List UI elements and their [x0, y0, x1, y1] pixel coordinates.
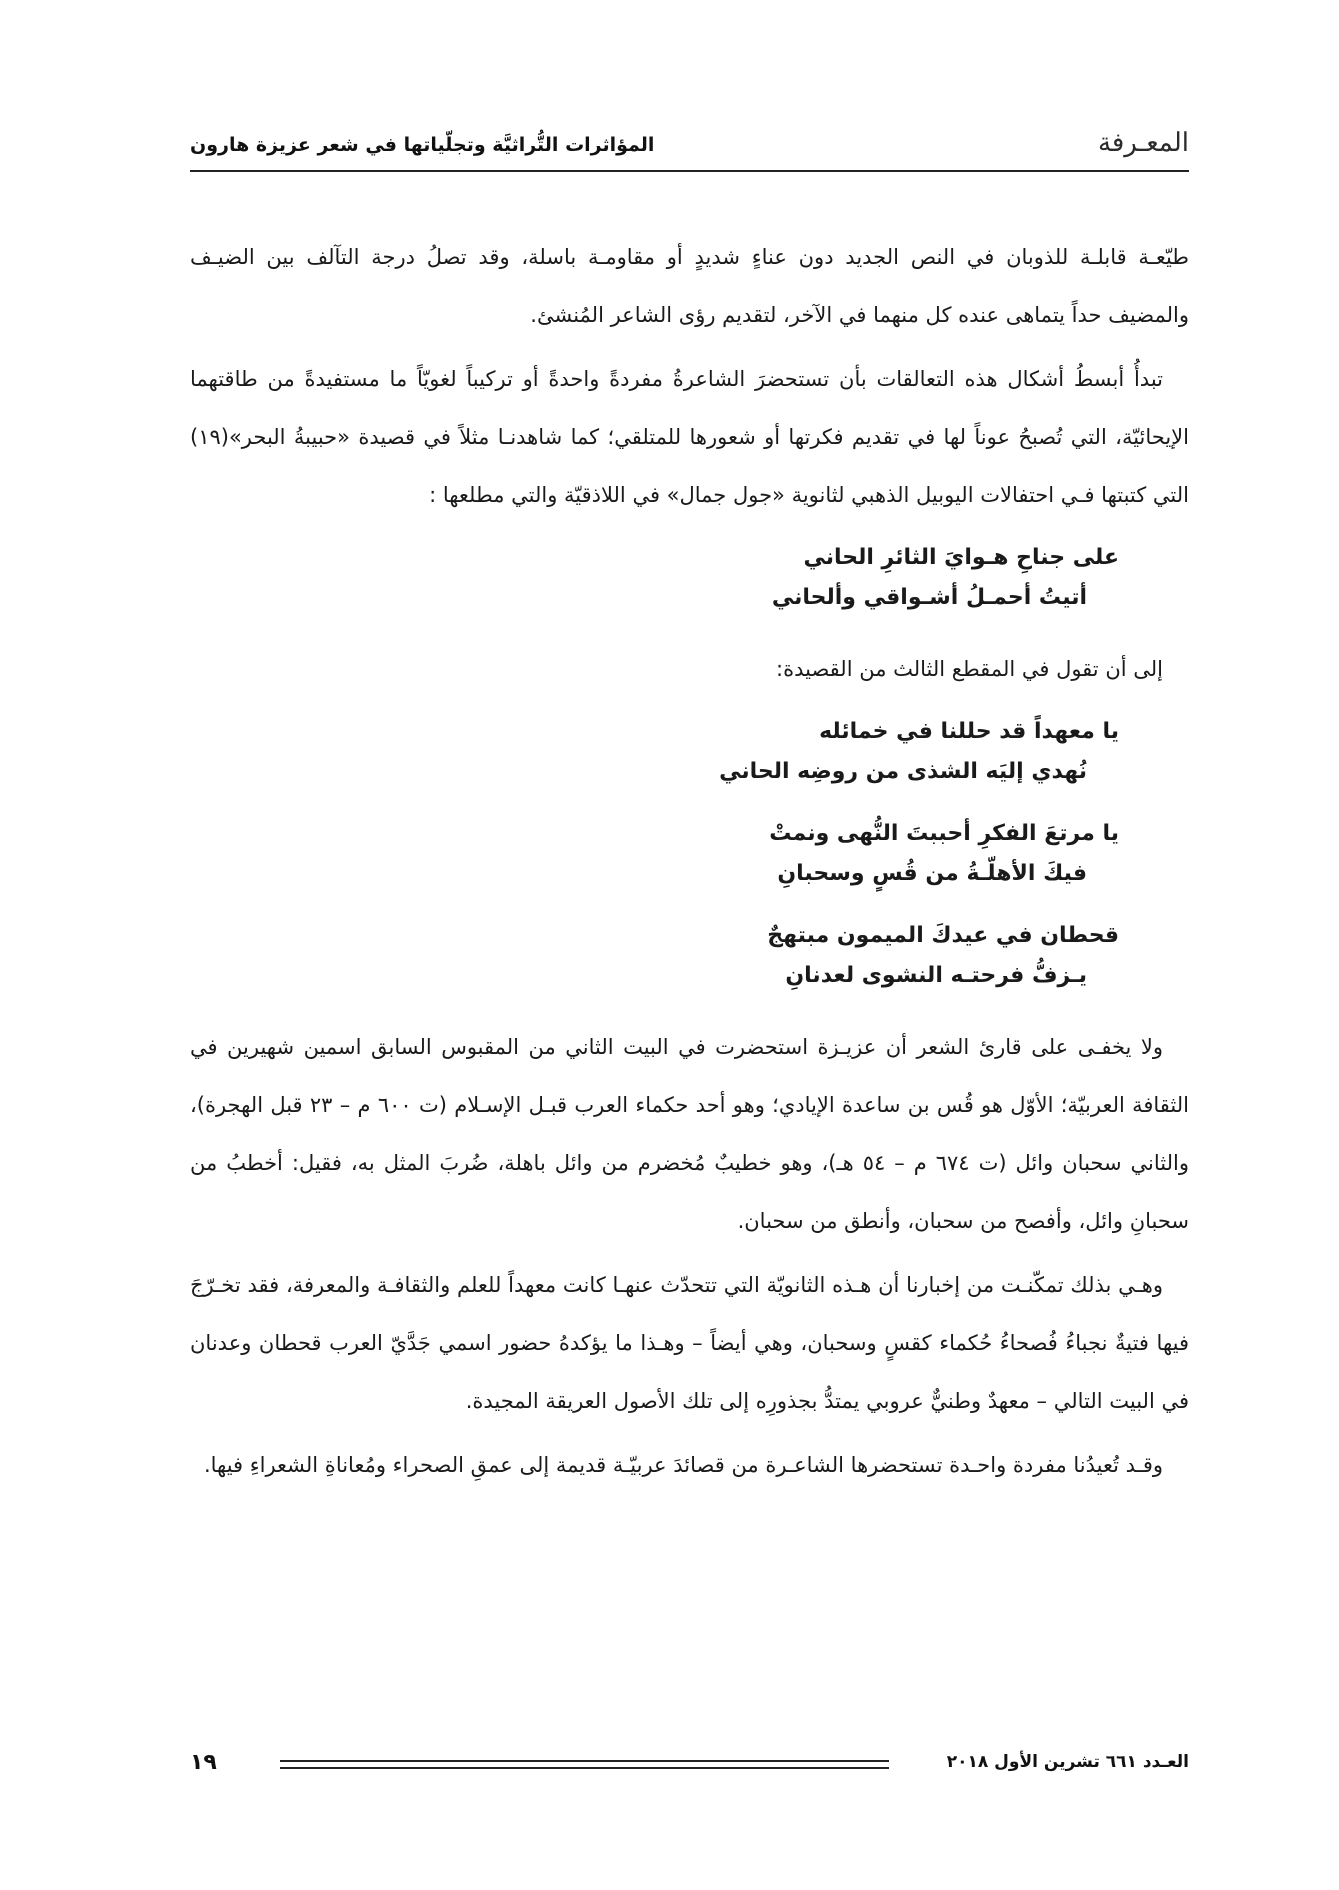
verse-hemistich: فيكَ الأهلّـةُ من قُسٍ وسحبانِ	[777, 861, 1087, 886]
verse-couplet-1	[190, 538, 1189, 618]
verse-hemistich: نُهدي إليَه الشذى من روضِه الحاني	[719, 759, 1087, 784]
article-body	[190, 228, 1189, 1500]
page-header	[190, 128, 1189, 168]
paragraph-5: وقـد تُعيدُنا مفردة واحـدة تستحضرها الشاعـرة من قصائدَ عربيّـة قديمة إلى عمقِ الصحراء ومُعاناةِ الشعراءِ فيها.	[203, 1453, 1163, 1477]
verse-hemistich: قحطان في عيدكَ الميمون مبتهجٌ	[767, 923, 1119, 948]
issue-label: العـدد ٦٦١ تشرين الأول ٢٠١٨	[946, 1752, 1189, 1772]
verse-couplet-4	[190, 916, 1189, 996]
verse-hemistich: على جناحِ هـوايَ الثائرِ الحاني	[803, 545, 1119, 570]
paragraph-4: وهـي بذلك تمكّنـت من إخبارنا أن هـذه الثانويّة التي تتحدّث عنهـا كانت معهداً للعلم والثقافـة والمعرفة، فقد تخـرّجَ فيها فتيةٌ نجباءُ فُصحاءُ حُكماء كقسٍ وسحبان، وهي أيضاً – وهـذا ما يؤكدهُ حضور اسمي جَدَّيّ العرب قحطان وعدنان في البيت التالي – معهدٌ وطنيٌّ عروبي يمتدُّ بجذورِه إلى تلك الأصول العريقة المجيدة.	[190, 1273, 1189, 1413]
verse-block-1	[190, 538, 1189, 618]
page-number: ١٩	[190, 1750, 217, 1775]
journal-logo: المعـرفة	[1097, 128, 1189, 158]
verse-hemistich: يـزفُّ فرحتـه النشوى لعدنانِ	[785, 963, 1087, 988]
verse-hemistich: أتيتُ أحمـلُ أشـواقي وألحاني	[771, 585, 1087, 610]
page-footer	[190, 1752, 1189, 1792]
verse-couplet-3	[190, 814, 1189, 894]
verse-hemistich: يا مرتعَ الفكرِ أحببتَ النُّهى ونمتْ	[769, 821, 1119, 846]
verse-intro: إلى أن تقول في المقطع الثالث من القصيدة:	[776, 657, 1163, 681]
verse-hemistich: يا معهداً قد حللنا في خمائله	[819, 719, 1119, 744]
paragraph-3: ولا يخفـى على قارئ الشعر أن عزيـزة استحضرت في البيت الثاني من المقبوس السابق اسمين شهيرين في الثقافة العربيّة؛ الأوّل هو قُس بن ساعدة الإيادي؛ وهو أحد حكماء العرب قبـل الإسـلام (ت ٦٠٠ م – ٢٣ قبل الهجرة)، والثاني سحبان وائل (ت ٦٧٤ م – ٥٤ هـ)، وهو خطيبٌ مُخضرم من وائل باهلة، ضُربَ المثل به، فقيل: أخطبُ من سحبانِ وائل، وأفصح من سحبان، وأنطق من سحبان.	[190, 1035, 1190, 1233]
footer-divider	[280, 1760, 889, 1769]
header-divider	[190, 170, 1189, 172]
paragraph-1: طيّعـة قابلـة للذوبان في النص الجديد دون عناءٍ شديدٍ أو مقاومـة باسلة، وقد تصلُ درجة التآلف بين الضيـف والمضيف حداً يتماهى عنده كل منهما في الآخر، لتقديم رؤى الشاعر المُنشئ.	[190, 245, 1189, 327]
verse-block-2	[190, 712, 1189, 996]
verse-couplet-2	[190, 712, 1189, 792]
article-running-title: المؤاثرات التُّراثيَّة وتجلّياتها في شعر عزيزة هارون	[190, 134, 655, 156]
paragraph-2: تبدأُ أبسطُ أشكال هذه التعالقات بأن تستحضرَ الشاعرةُ مفردةً واحدةً أو تركيباً لغويّاً ما مستفيدةً من طاقتهما الإيحائيّة، التي تُصبحُ عوناً لها في تقديم فكرتها أو شعورها للمتلقي؛ كما شاهدنـا مثلاً في قصيدة «حبيبةُ البحر»(١٩) التي كتبتها فـي احتفالات اليوبيل الذهبي لثانوية «جول جمال» في اللاذقيّة والتي مطلعها :	[190, 367, 1189, 507]
